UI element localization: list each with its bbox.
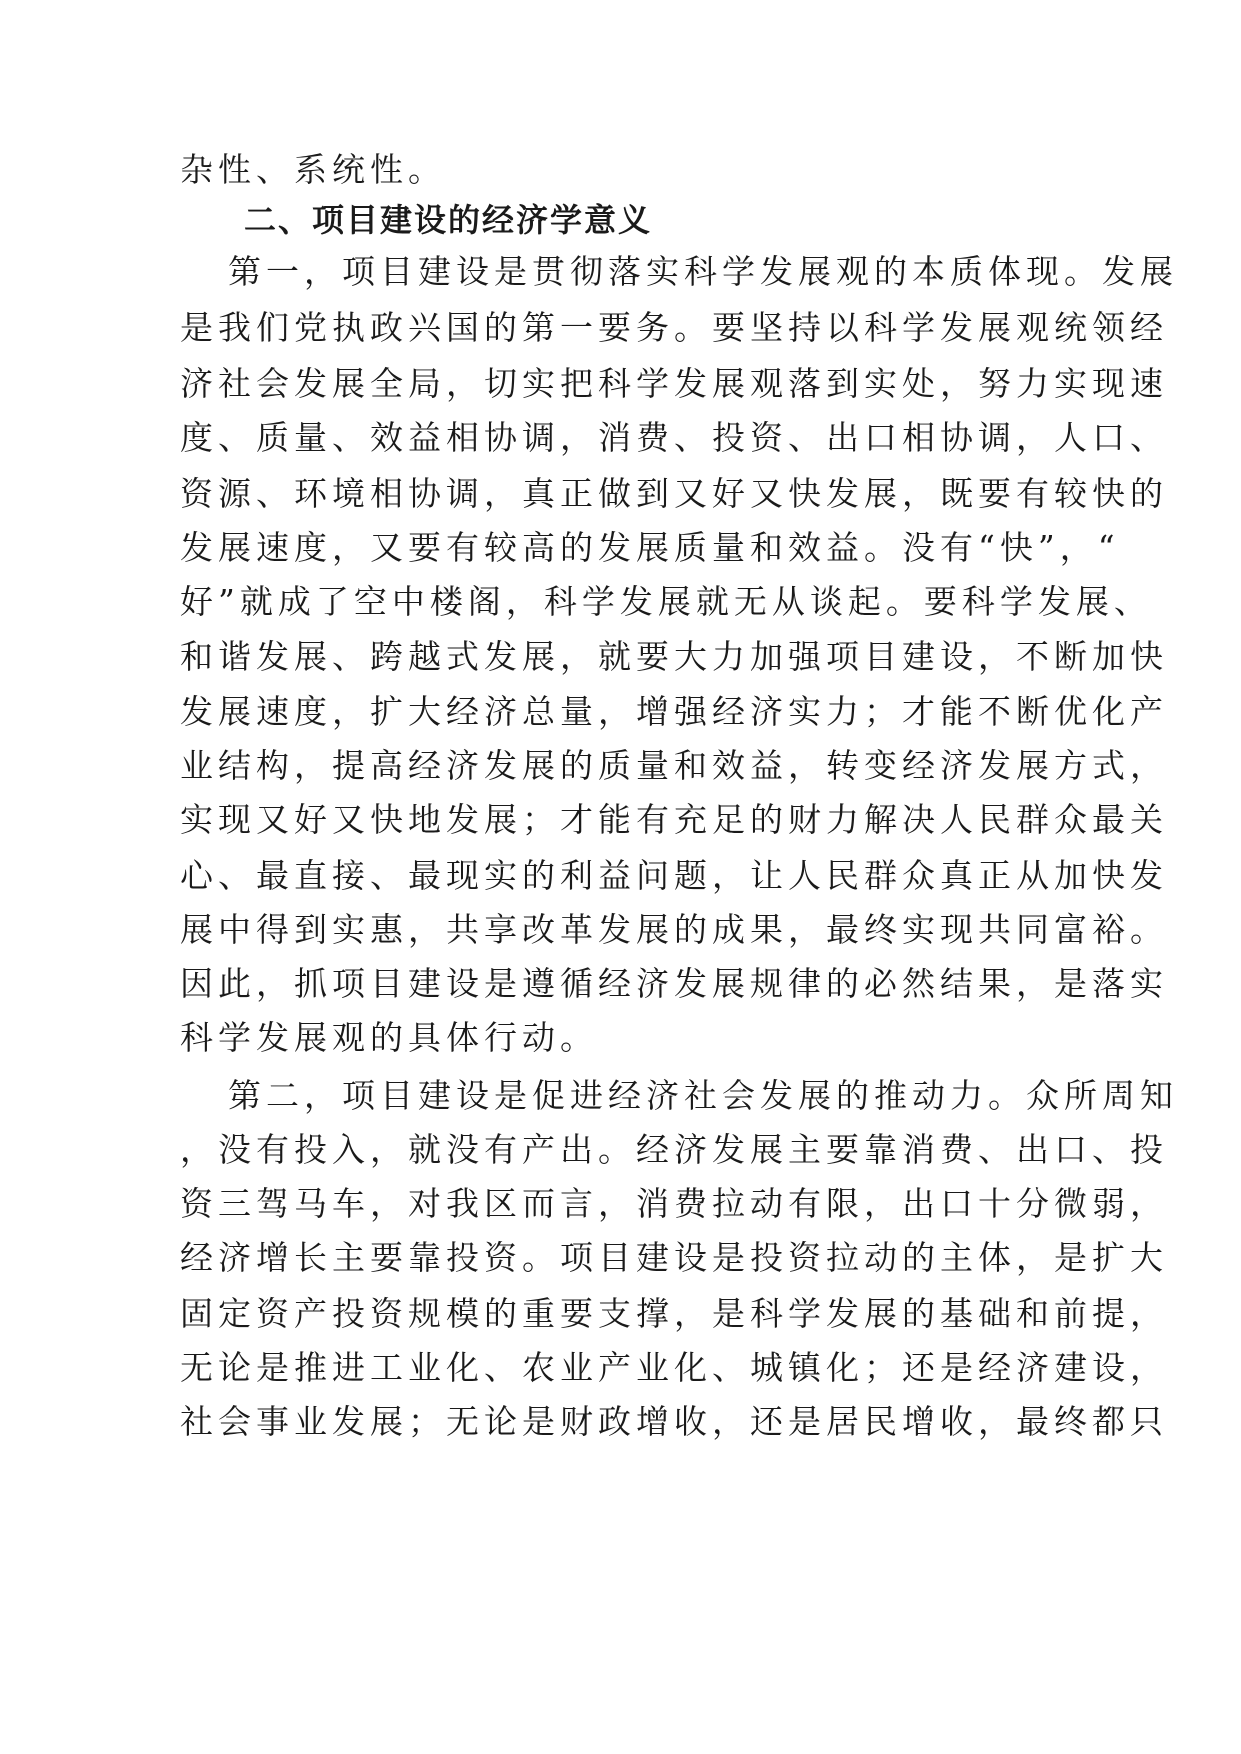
text-line: 是我们党执政兴国的第一要务。要坚持以科学发展观统领经: [180, 308, 1168, 347]
text-line: 因此，抓项目建设是遵循经济发展规律的必然结果，是落实: [180, 964, 1168, 1003]
text-line: 和谐发展、跨越式发展，就要大力加强项目建设，不断加快: [180, 637, 1168, 676]
text-line: 业结构，提高经济发展的质量和效益，转变经济发展方式，: [180, 746, 1168, 785]
text-line: 固定资产投资规模的重要支撑，是科学发展的基础和前提，: [180, 1294, 1168, 1333]
text-line: 展中得到实惠，共享改革发展的成果，最终实现共同富裕。: [180, 910, 1168, 949]
text-line: 济社会发展全局，切实把科学发展观落到实处，努力实现速: [180, 364, 1168, 403]
text-line: 无论是推进工业化、农业产业化、城镇化；还是经济建设，: [180, 1348, 1168, 1387]
text-line: 资三驾马车，对我区而言，消费拉动有限，出口十分微弱，: [180, 1184, 1168, 1223]
text-line: 发展速度，扩大经济总量，增强经济实力；才能不断优化产: [180, 692, 1168, 731]
text-line: 杂性、系统性。: [180, 150, 446, 189]
text-line: ，没有投入，就没有产出。经济发展主要靠消费、出口、投: [180, 1130, 1168, 1169]
text-line: 资源、环境相协调，真正做到又好又快发展，既要有较快的: [180, 474, 1168, 513]
paragraph-2-first-line: 第二，项目建设是促进经济社会发展的推动力。众所周知: [228, 1076, 1178, 1115]
text-line: 实现又好又快地发展；才能有充足的财力解决人民群众最关: [180, 800, 1168, 839]
text-line: 社会事业发展；无论是财政增收，还是居民增收，最终都只: [180, 1402, 1168, 1441]
text-line: 度、质量、效益相协调，消费、投资、出口相协调，人口、: [180, 418, 1168, 457]
section-heading: 二、项目建设的经济学意义: [244, 201, 653, 239]
text-line: 经济增长主要靠投资。项目建设是投资拉动的主体，是扩大: [180, 1238, 1168, 1277]
paragraph-1-first-line: 第一，项目建设是贯彻落实科学发展观的本质体现。发展: [228, 252, 1178, 291]
text-line: 科学发展观的具体行动。: [180, 1018, 598, 1057]
text-line: 好”就成了空中楼阁，科学发展就无从谈起。要科学发展、: [180, 582, 1152, 621]
text-line: 发展速度，又要有较高的发展质量和效益。没有“快”，“: [180, 528, 1120, 567]
text-line: 心、最直接、最现实的利益问题，让人民群众真正从加快发: [180, 856, 1168, 895]
